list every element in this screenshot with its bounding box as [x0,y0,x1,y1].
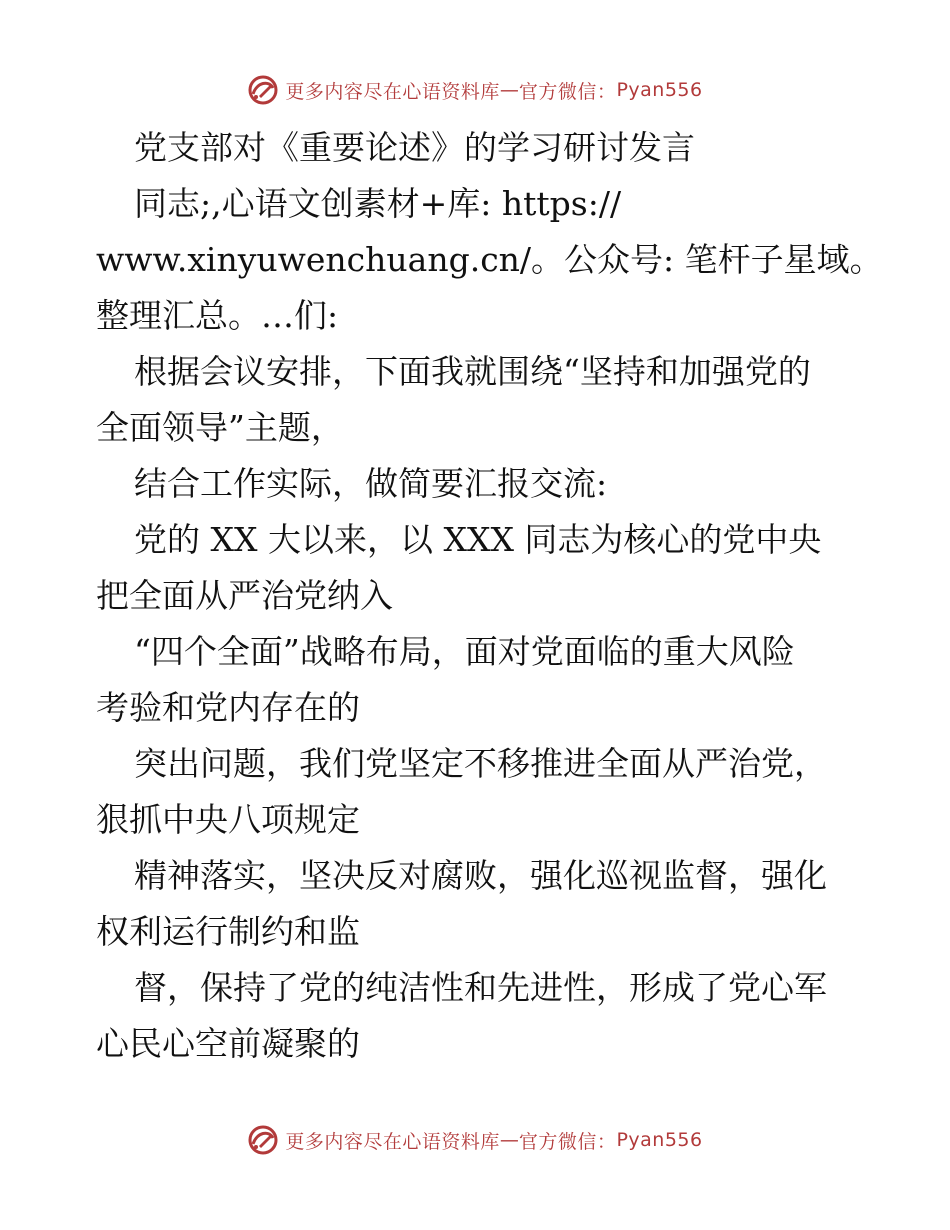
banner-wechat-label: 官方微信： [518,1130,617,1153]
footer-banner [0,1118,950,1162]
banner-slogan: 更多内容尽在心语资料库 [285,1130,500,1153]
text-line: 把全面从严治党纳入 [96,576,393,615]
banner-separator: — [499,79,519,101]
text-line: 心民心空前凝聚的 [96,1024,360,1063]
text-line: 狠抓中央八项规定 [96,800,360,839]
banner-slogan: 更多内容尽在心语资料库 [285,80,500,103]
text-line: 督，保持了党的纯洁性和先进性，形成了党心军 [134,968,827,1007]
banner-wechat-id: Pyan556 [616,79,703,101]
banner-wechat-id: Pyan556 [616,1129,703,1151]
red-swirl-pen-logo-icon [247,74,279,106]
text-line: “四个全面”战略布局，面对党面临的重大风险 [134,632,795,671]
document-body [96,120,883,1072]
text-line: www.xinyuwenchuang.cn/。公众号: 笔杆子星域。 [96,240,883,279]
text-line: 突出问题，我们党坚定不移推进全面从严治党， [134,744,827,783]
banner-separator: — [499,1129,519,1151]
text-line: 考验和党内存在的 [96,688,360,727]
text-line: 结合工作实际，做简要汇报交流: [134,464,608,503]
text-line: 根据会议安排，下面我就围绕“坚持和加强党的 [134,352,811,391]
text-line: 全面领导”主题， [96,408,344,447]
red-swirl-pen-logo-icon [247,1124,279,1156]
text-line: 党的 XX 大以来，以 XXX 同志为核心的党中央 [134,520,822,559]
text-line: 权利运行制约和监 [96,912,360,951]
document-title: 党支部对《重要论述》的学习研讨发言 [134,128,695,167]
text-line: 整理汇总。…们: [96,296,339,335]
text-line: 精神落实，坚决反对腐败，强化巡视监督，强化 [134,856,827,895]
banner-wechat-label: 官方微信： [518,80,617,103]
header-banner [0,68,950,112]
text-line: 同志;,心语文创素材+库: https:// [134,184,622,223]
